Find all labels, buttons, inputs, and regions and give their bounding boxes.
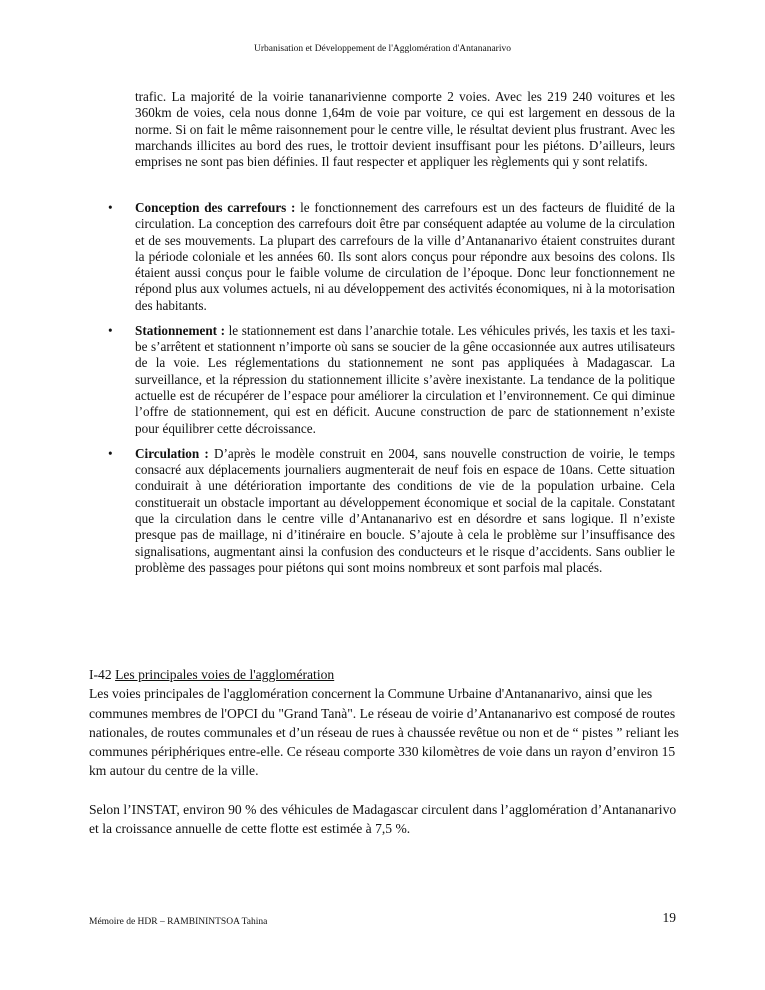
bullet-term: Conception des carrefours : bbox=[135, 200, 296, 215]
bullet-marker: • bbox=[108, 322, 113, 338]
continuation-paragraph: trafic. La majorité de la voirie tananarivienne comporte 2 voies. Avec les 219 240 voitures et les 360km de voies, cela nous donne 1,64m de voie par voiture, ce qui est largement en dessous de la norme. Si on fait le même raisonnement pour le centre ville, le résultat devient plus frustrant. Avec les marchands illicites au bord des rues, le trottoir devient insuffisant pour les piétons. D’ailleurs, leurs emprises ne sont pas bien définies. Il faut respecter et appliquer les règlements qui y sont relatifs. bbox=[135, 89, 675, 170]
page-number: 19 bbox=[662, 910, 676, 925]
section-number: I-42 bbox=[89, 667, 112, 682]
section-title: Les principales voies de l'agglomération bbox=[115, 667, 335, 682]
bullet-term: Circulation : bbox=[135, 445, 209, 461]
bullet-text: le stationnement est dans l’anarchie totale. Les véhicules privés, les taxis et les taxi-be s’arrêtent et stationnent n’importe où sans se soucier de la gêne occasionnée aux autres utilisateurs de la voie. Les réglementations du stationnement ne sont pas appliquées à Madagascar. La surveillance, et la répression du stationnement illicite s’avère inexistante. La tendance de la politique actuelle est de récupérer de l’espace pour améliorer la circulation et l’environnement. Ce qui diminue l’offre de stationnement, qui est en déficit. Aucune construction de parc de stationnement n’existe pour équilibrer cette décroissance. bbox=[135, 322, 675, 436]
section-paragraph-1: Les voies principales de l'agglomération concernent la Commune Urbaine d'Antananarivo, ainsi que les communes membres de l'OPCI du "Grand Tanà". Le réseau de voirie d’Antananarivo est composé de routes nationales, de routes communales et d’un réseau de rues à chaussée revêtue ou non et de “ pistes ” reliant les communes périphériques entre-elle. Ce réseau comporte 330 kilomètres de voie dans un rayon d’environ 15 km autour du centre de la ville. bbox=[89, 686, 679, 779]
bullet-item-carrefours bbox=[108, 200, 675, 314]
footer-author: Mémoire de HDR – RAMBININTSOA Tahina bbox=[89, 917, 268, 927]
bullet-item-circulation bbox=[108, 446, 675, 576]
bullet-marker: • bbox=[108, 445, 113, 461]
bullet-term: Stationnement : bbox=[135, 322, 226, 338]
bullet-list bbox=[108, 200, 675, 585]
section-principales-voies bbox=[89, 665, 679, 839]
bullet-text: le fonctionnement des carrefours est un des facteurs de fluidité de la circulation. La conception des carrefours doit être par conséquent adaptée au volume de la circulation et de ses mouvements. La plupart des carrefours de la ville d’Antananarivo étaient construites durant la période coloniale et les années 60. Ils sont alors conçus pour répondre aux besoins des colons. Ils étaient aussi conçus pour le faible volume de circulation de l’époque. Donc leur fonctionnement ne répond plus aux volumes actuels, ni au développement des activités économiques, ni à la motorisation des habitants. bbox=[135, 200, 675, 313]
bullet-marker: • bbox=[108, 200, 113, 215]
bullet-text: D’après le modèle construit en 2004, sans nouvelle construction de voirie, le temps consacré aux déplacements journaliers augmenterait de neuf fois en espace de 10ans. Cette situation conduirait à une détérioration importante des conditions de vie de la population urbaine. Cela constituerait un obstacle important au développement économique et social de la capitale. Constatant que la circulation dans le centre ville d’Antananarivo est en désordre et sans logique. Il n’existe presque pas de maillage, ni d’itinéraire en boucle. S’ajoute à cela le problème sur l’insuffisance des signalisations, augmentant ainsi la confusion des conducteurs et le risque d’accidents. Sans oublier le problème des passages pour piétons qui sont moins nombreux et sont parfois mal placés. bbox=[135, 445, 675, 575]
running-header: Urbanisation et Développement de l'Agglomération d'Antananarivo bbox=[254, 44, 511, 54]
bullet-item-stationnement bbox=[108, 323, 675, 437]
section-paragraph-2: Selon l’INSTAT, environ 90 % des véhicules de Madagascar circulent dans l’agglomération d’Antananarivo et la croissance annuelle de cette flotte est estimée à 7,5 %. bbox=[89, 802, 677, 837]
section-heading bbox=[89, 665, 679, 684]
